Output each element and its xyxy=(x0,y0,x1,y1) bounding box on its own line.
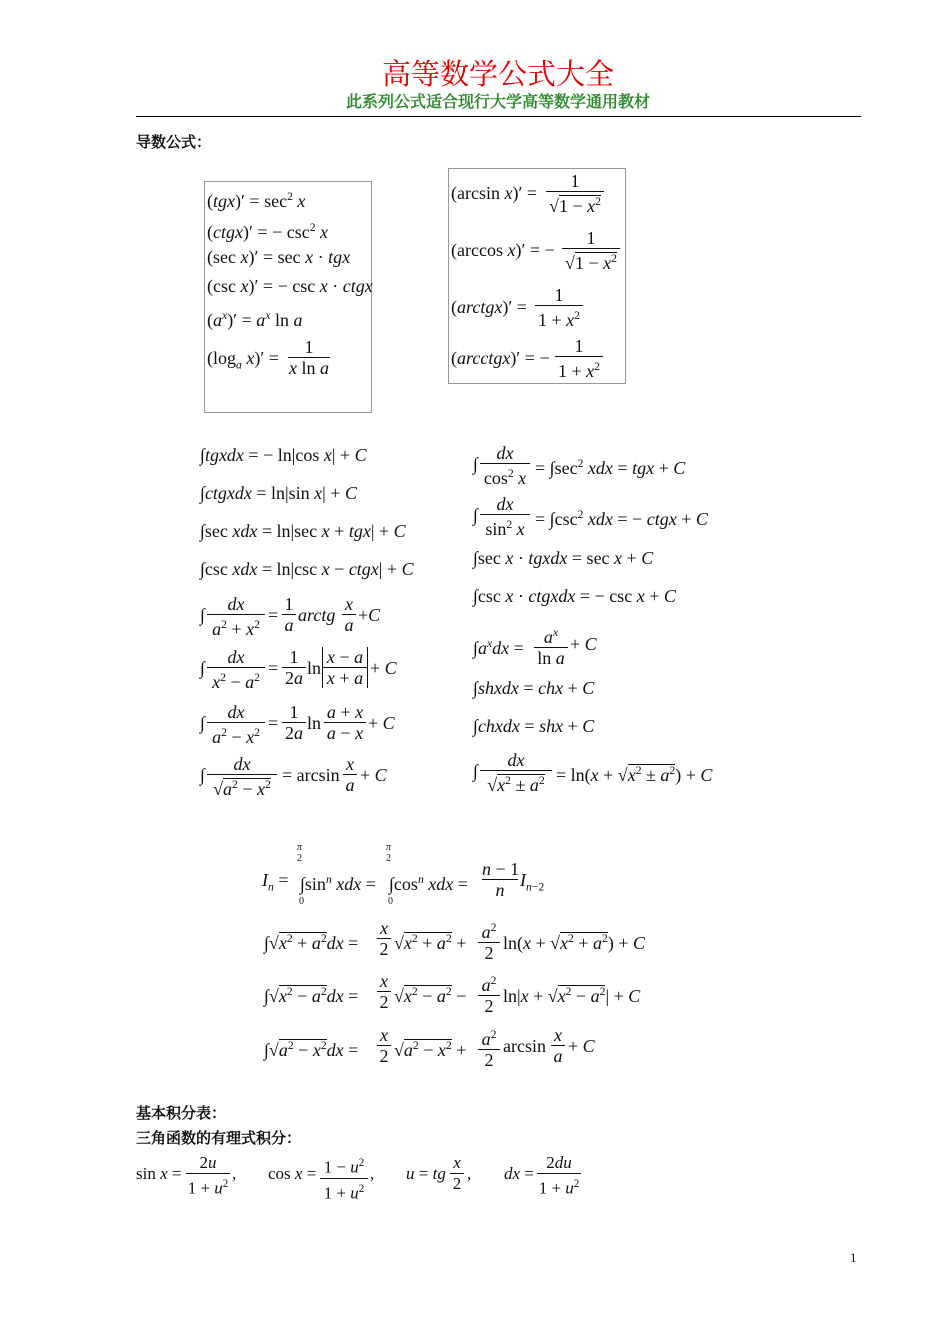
formula-integral: $√a^2 - x^2$ + xyxy=(394,1039,467,1060)
formula-substitution: u = tg xyxy=(406,1164,446,1183)
formula-integral: 1 2a xyxy=(282,702,306,743)
formula-substitution: 2du $1 + u^2$ xyxy=(538,1153,580,1198)
formula-integral: x 2 xyxy=(377,918,391,959)
formula-integral: = xyxy=(268,713,279,733)
formula-integral: + C xyxy=(370,658,397,678)
formula-substitution: dx = xyxy=(504,1164,534,1183)
formula-substitution: , xyxy=(232,1164,237,1183)
formula-integral: ∫ xyxy=(473,454,478,474)
formula-integral: + C xyxy=(568,1036,595,1056)
formula-integral: dx $x^2 - a^2$ xyxy=(207,647,265,692)
formula-integral: ∫csc xdx = ln|csc x − ctgx| + C xyxy=(200,559,414,579)
formula-integral: + C xyxy=(368,713,395,733)
derivatives-left-box xyxy=(204,181,372,413)
formula-substitution: cos x = xyxy=(268,1164,317,1183)
formula-integral: 0 xyxy=(299,896,304,907)
formula-derivative: 1 x ln a xyxy=(288,337,329,378)
formula-derivative: $(a^x)' = a^x$ ln a xyxy=(207,309,303,330)
formula-integral: a + x a − x xyxy=(324,702,366,743)
formula-integral: = $\ln(x + √x^2 \pm a^2) + C$ xyxy=(556,764,713,785)
page-title: 高等数学公式大全 xyxy=(381,57,614,91)
formula-integral: + C xyxy=(570,634,597,654)
formula-integral: ∫ctgxdx = ln|sin x| + C xyxy=(200,483,357,503)
formula-integral: ∫ xyxy=(200,765,205,785)
formula-derivative: $(tgx)' = \sec^2 x$ xyxy=(207,190,306,211)
formula-integral: ∫ xyxy=(200,658,205,678)
formula-integral: $I_{n-2}$ xyxy=(520,870,545,894)
formula-integral: x a xyxy=(343,754,357,795)
formula-substitution: , xyxy=(370,1164,375,1183)
formula-integral: arcsin xyxy=(503,1036,546,1056)
formula-derivative: (ctgx)′ = − $\csc^2 x$ xyxy=(207,221,329,242)
formula-derivative: 1 $1 + x^2$ xyxy=(535,285,583,330)
formula-integral: arctg xyxy=(298,605,336,625)
formula-integral: ∫sec x · tgxdx = sec x + C xyxy=(473,548,654,568)
formula-integral: 1 2a xyxy=(282,647,306,688)
page-number: 1 xyxy=(850,1250,857,1265)
formula-integral: +C xyxy=(358,605,381,625)
formula-integral: x 2 xyxy=(377,971,391,1012)
formula-integral: n − 1 n xyxy=(482,859,520,900)
formula-integral: π 2 xyxy=(386,842,392,864)
formula-integral: $a^2$ 2 xyxy=(478,971,500,1016)
formula-integral: $\int√a^2 - x^2dx$ = xyxy=(264,1039,359,1060)
formula-integral: dx $√a^2 - x^2$ xyxy=(207,754,277,799)
formula-integral: ln xyxy=(307,658,322,678)
formula-integral: ∫ xyxy=(200,713,205,733)
formula-integral: $I_n$ = xyxy=(262,870,289,894)
section-heading-basic-integrals: 基本积分表： xyxy=(136,1104,227,1122)
formula-integral: ∫csc x · ctgxdx = − csc x + C xyxy=(473,586,676,606)
formula-substitution: x 2 xyxy=(450,1153,464,1194)
formula-integral: dx $a^2 - x^2$ xyxy=(207,702,265,747)
formula-integral: dx $√x^2 \pm a^2$ xyxy=(480,750,552,795)
formula-derivative: 1 $√1 - x^2$ xyxy=(562,228,620,273)
formula-integral: dx $a^2 + x^2$ xyxy=(207,594,265,639)
formula-integral: $a^2$ 2 xyxy=(478,918,500,963)
formula-integral: ln xyxy=(307,713,322,733)
formula-integral: = arcsin xyxy=(282,765,340,785)
formula-integral: = $\int\sec^2$ xdx = tgx + C xyxy=(535,457,686,478)
formula-integral: = xyxy=(268,658,279,678)
formula-derivative: (arcctgx)′ = − xyxy=(451,348,550,368)
section-heading-trig-rational: 三角函数的有理式积分： xyxy=(136,1129,302,1147)
formula-integral: dx $\sin^2 x$ xyxy=(480,494,530,539)
formula-integral: $\int√x^2 + a^2dx$ = xyxy=(264,932,359,953)
formula-substitution: 2u $1 + u^2$ xyxy=(187,1153,229,1198)
formula-integral: x a xyxy=(551,1025,565,1066)
formula-substitution: $1 - u^2$ $1 + u^2$ xyxy=(320,1153,368,1203)
formula-integral: ∫ xyxy=(473,505,478,525)
formula-derivative: 1 $√1 - x^2$ xyxy=(546,171,604,216)
header-rule xyxy=(136,116,861,117)
formula-integral: $\int√x^2 - a^2dx$ = xyxy=(264,985,359,1006)
formula-integral: x 2 xyxy=(377,1025,391,1066)
formula-integral: $√x^2 - a^2$ − xyxy=(394,985,467,1006)
formula-integral: 1 a xyxy=(282,594,296,635)
formula-integral: ∫ xyxy=(473,761,478,781)
formula-derivative: (arccos x)′ = − xyxy=(451,240,555,260)
formula-integral: $\ln|x + √x^2 - a^2| + C$ xyxy=(503,985,641,1006)
formula-substitution: sin x = xyxy=(136,1164,182,1183)
page-subtitle: 此系列公式适合现行大学高等数学通用教材 xyxy=(345,92,650,111)
formula-integral: $\ln(x + √x^2 + a^2) + C$ xyxy=(503,932,646,953)
formula-derivative: (arcsin x)′ = xyxy=(451,183,538,203)
formula-integral: dx $\cos^2 x$ xyxy=(480,443,530,488)
formula-integral: ∫chxdx = shx + C xyxy=(473,716,595,736)
formula-integral: ∫ xyxy=(200,605,205,625)
formula-integral: ∫sec xdx = ln|sec x + tgx| + C xyxy=(200,521,406,541)
formula-integral: = xyxy=(268,605,279,625)
formula-integral: 0 xyxy=(388,896,393,907)
formula-derivative: (arctgx)′ = xyxy=(451,297,527,317)
formula-derivative: (csc x)′ = − csc x · ctgx xyxy=(207,276,373,296)
formula-integral: $a^2$ 2 xyxy=(478,1025,500,1070)
formula-integral: + C xyxy=(360,765,387,785)
formula-integral: $\int\sin^n$ xdx = xyxy=(300,873,376,894)
formula-integral: $\int a^xdx$ = xyxy=(473,637,524,658)
formula-integral: x a xyxy=(342,594,356,635)
formula-derivative: 1 $1 + x^2$ xyxy=(555,336,603,381)
formula-derivative: ($\log_a$ x)′ = xyxy=(207,348,279,372)
formula-integral: $√x^2 + a^2$ + xyxy=(394,932,467,953)
formula-integral: ∫shxdx = chx + C xyxy=(473,678,595,698)
formula-integral: ∫tgxdx = − ln|cos x| + C xyxy=(200,445,367,465)
formula-integral: x − a x + a xyxy=(322,647,368,688)
section-heading-derivatives: 导数公式： xyxy=(136,133,212,151)
formula-integral: π 2 xyxy=(297,842,303,864)
formula-integral: $a^x$ ln a xyxy=(534,623,568,668)
formula-substitution: , xyxy=(467,1164,472,1183)
formula-derivative: (sec x)′ = sec x · tgx xyxy=(207,247,351,267)
formula-integral: $\int\cos^n$ xdx = xyxy=(389,873,468,894)
formula-integral: = $\int\csc^2$ xdx = − ctgx + C xyxy=(535,508,708,529)
